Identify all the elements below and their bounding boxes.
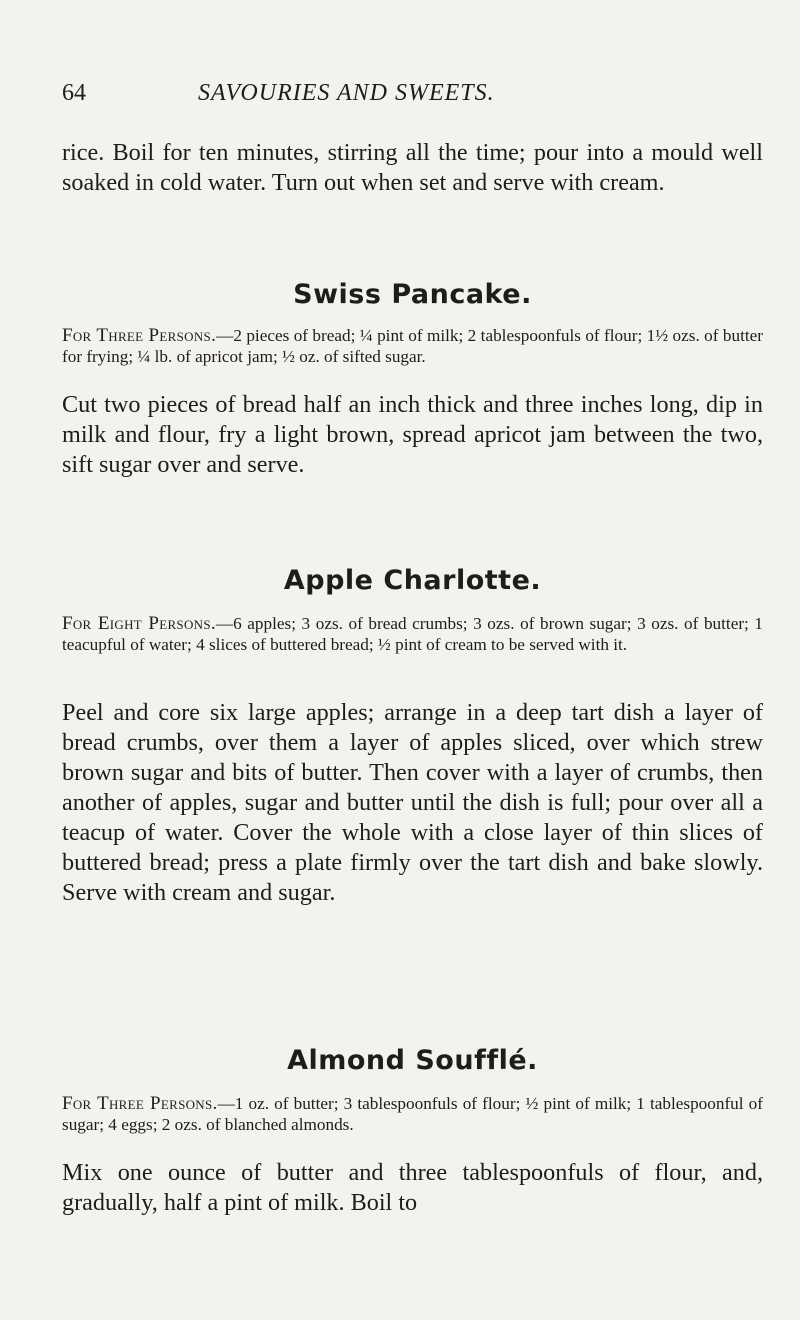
running-title: SAVOURIES AND SWEETS.	[198, 80, 495, 106]
servings-label: For Eight Persons.	[62, 613, 216, 634]
recipe-method-apple-charlotte	[62, 698, 763, 908]
continuation-paragraph	[62, 138, 763, 198]
servings-label: For Three Persons.	[62, 325, 217, 346]
ingredients-list: —2 pieces of bread; ¼ pint of milk; 2 tablespoonfuls of flour; 1½ ozs. of butter for frying; ¼ lb. of apricot jam; ½ oz. of sifted sugar.	[62, 326, 763, 366]
recipe-title-apple-charlotte: Apple Charlotte.	[283, 565, 542, 596]
ingredients-text	[62, 325, 763, 367]
ingredients-text	[62, 613, 763, 655]
servings-label: For Three Persons.	[62, 1093, 218, 1114]
method-text: Cut two pieces of bread half an inch thick and three inches long, dip in milk and flour, fry a light brown, spread apricot jam between the two, sift sugar over and serve.	[62, 391, 763, 478]
continuation-text: rice. Boil for ten minutes, stirring all the time; pour into a mould well soaked in cold water. Turn out when set and serve with cream.	[62, 139, 763, 196]
ingredients-list: —6 apples; 3 ozs. of bread crumbs; 3 ozs. of brown sugar; 3 ozs. of butter; 1 teacupful of water; 4 slices of buttered bread; ½ pint of cream to be served with it.	[62, 614, 763, 654]
recipe-title-almond-souffle: Almond Soufflé.	[287, 1045, 538, 1076]
page-number: 64	[62, 80, 86, 106]
recipe-method-almond-souffle	[62, 1158, 763, 1218]
running-head	[62, 80, 762, 114]
recipe-ingredients-almond-souffle	[62, 1093, 763, 1135]
recipe-method-swiss-pancake	[62, 390, 763, 480]
ingredients-list: —1 oz. of butter; 3 tablespoonfuls of flour; ½ pint of milk; 1 tablespoonful of sugar; 4 eggs; 2 ozs. of blanched almonds.	[62, 1094, 763, 1134]
method-text: Mix one ounce of butter and three tablespoonfuls of flour, and, gradually, half a pint of milk. Boil to	[62, 1159, 763, 1216]
recipe-title-swiss-pancake: Swiss Pancake.	[293, 279, 532, 310]
method-text: Peel and core six large apples; arrange in a deep tart dish a layer of bread crumbs, over them a layer of apples sliced, over which strew brown sugar and bits of butter. Then cover with a layer of crumbs, then another of apples, sugar and butter until the dish is full; pour over all a teacup of water. Cover the whole with a close layer of thin slices of buttered bread; press a plate firmly over the tart dish and bake slowly. Serve with cream and sugar.	[62, 699, 763, 906]
recipe-ingredients-swiss-pancake	[62, 325, 763, 367]
recipe-ingredients-apple-charlotte	[62, 613, 763, 655]
ingredients-text	[62, 1093, 763, 1135]
